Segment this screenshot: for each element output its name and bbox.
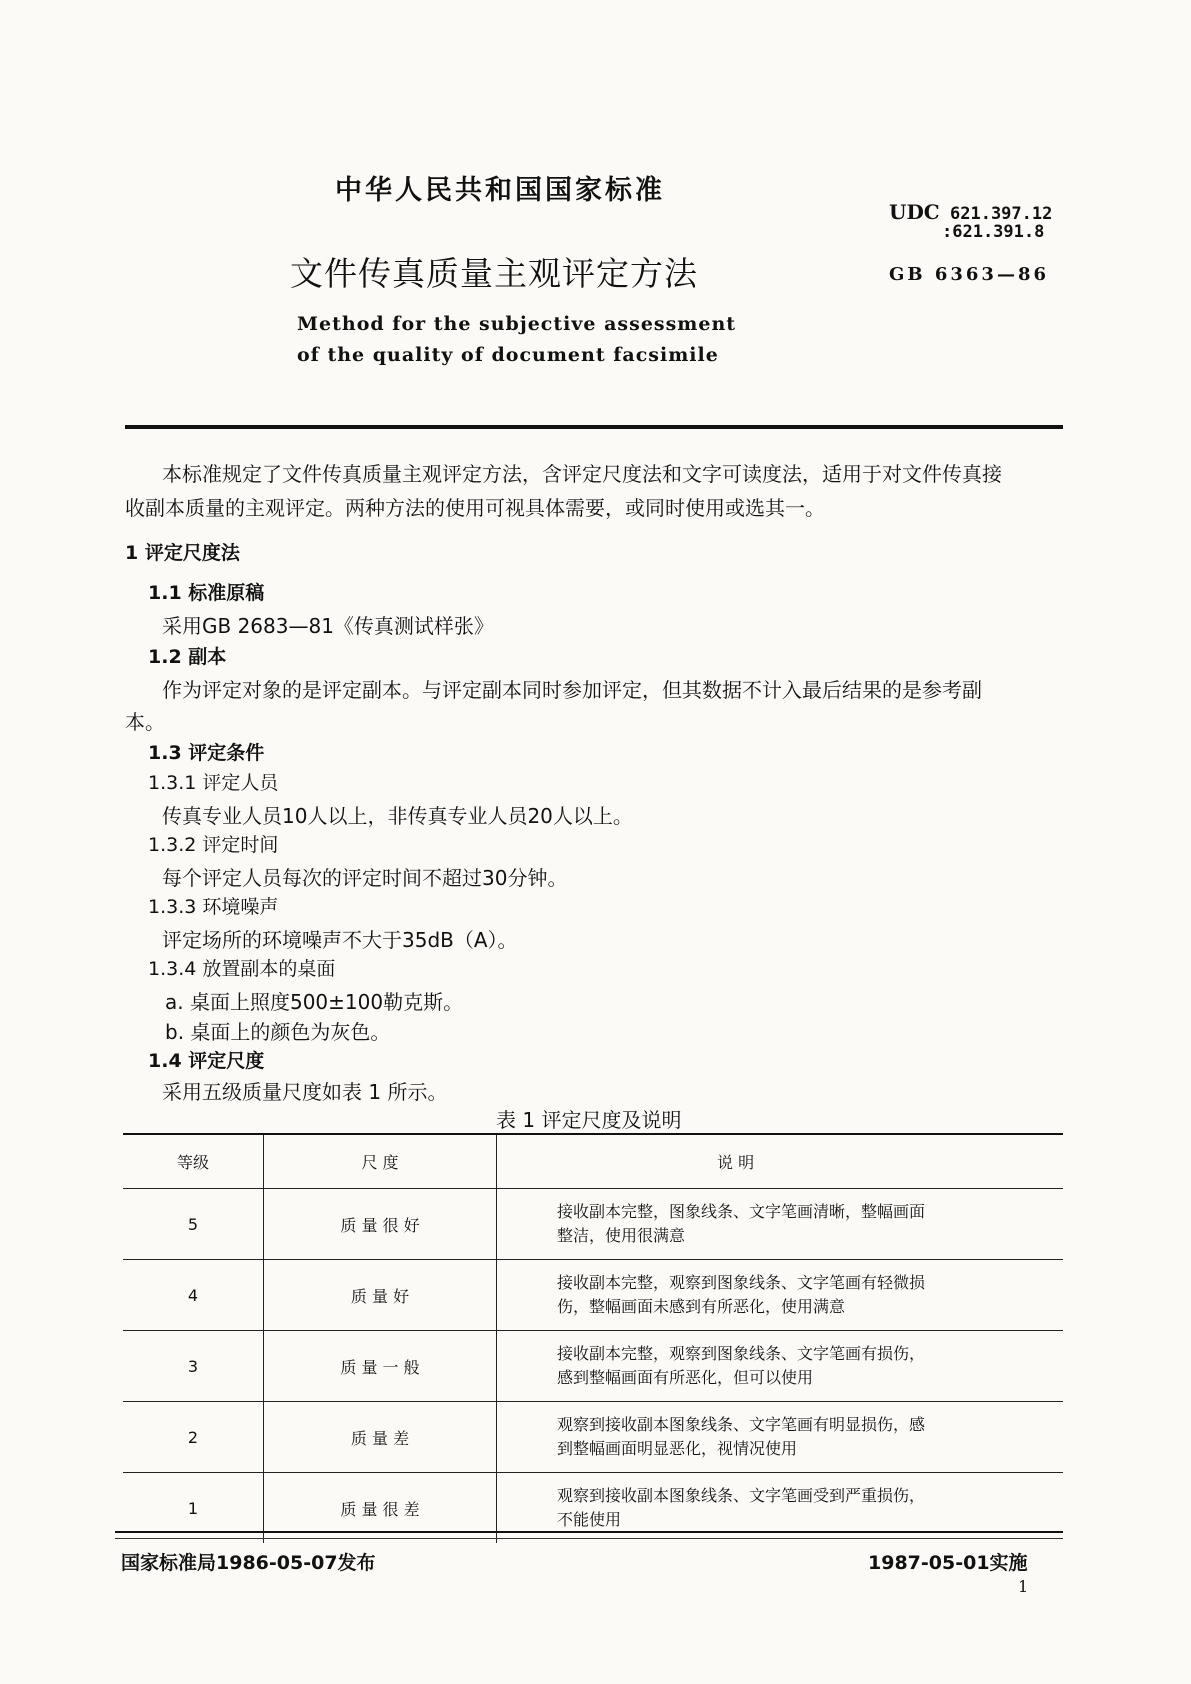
row-description-line-1: 接收副本完整，观察到图象线条、文字笔画有损伤， xyxy=(557,1344,926,1363)
udc-code-1: 621.397.12 xyxy=(950,204,1053,224)
table-header-row xyxy=(123,1134,1063,1189)
section-1-2-heading: 1.2 副本 xyxy=(148,646,227,668)
row-description-line-2: 整洁，使用很满意 xyxy=(557,1226,686,1245)
row-description-line-2: 到整幅画面明显恶化，视情况使用 xyxy=(557,1439,798,1458)
section-1-4-text: 采用五级质量尺度如表 1 所示。 xyxy=(162,1080,448,1104)
section-1-1-text: 采用GB 2683—81《传真测试样张》 xyxy=(162,614,494,638)
row-scale: 质 量 好 xyxy=(264,1260,497,1331)
header-rule xyxy=(125,425,1063,429)
english-title-line-1: Method for the subjective assessment xyxy=(297,313,737,335)
header-grade: 等级 xyxy=(123,1134,264,1189)
row-grade: 4 xyxy=(123,1260,264,1331)
rating-scale-table xyxy=(123,1133,1063,1543)
footer-rule-thin xyxy=(115,1538,1063,1539)
section-1-3-3-heading: 1.3.3 环境噪声 xyxy=(148,896,279,918)
table-row xyxy=(123,1260,1063,1331)
intro-line-1: 本标准规定了文件传真质量主观评定方法，含评定尺度法和文字可读度法，适用于对文件传真接 xyxy=(162,462,1002,486)
intro-line-2: 收副本质量的主观评定。两种方法的使用可视具体需要，或同时使用或选其一。 xyxy=(125,496,825,520)
row-description-line-2: 感到整幅画面有所恶化，但可以使用 xyxy=(557,1368,814,1387)
footer-rule-thick xyxy=(115,1531,1063,1533)
section-1-3-1-heading: 1.3.1 评定人员 xyxy=(148,772,279,794)
page-number: 1 xyxy=(1018,1577,1029,1596)
row-grade: 5 xyxy=(123,1189,264,1260)
section-1-3-heading: 1.3 评定条件 xyxy=(148,742,265,764)
section-1-2-text-cont: 本。 xyxy=(125,710,165,734)
row-grade: 2 xyxy=(123,1402,264,1473)
section-1-4-heading: 1.4 评定尺度 xyxy=(148,1050,265,1072)
row-description-line-1: 接收副本完整，图象线条、文字笔画清晰，整幅画面 xyxy=(557,1202,926,1221)
row-scale: 质 量 一 般 xyxy=(264,1331,497,1402)
document-title: 文件传真质量主观评定方法 xyxy=(290,254,698,293)
row-description-line-1: 观察到接收副本图象线条、文字笔画有明显损伤，感 xyxy=(557,1415,926,1434)
row-grade: 3 xyxy=(123,1331,264,1402)
row-description xyxy=(497,1402,1064,1473)
row-grade: 1 xyxy=(123,1473,264,1544)
section-1-3-3-text: 评定场所的环境噪声不大于35dB（A）。 xyxy=(162,928,518,952)
header-description: 说 明 xyxy=(497,1134,1064,1189)
table-row xyxy=(123,1402,1063,1473)
row-scale: 质 量 差 xyxy=(264,1402,497,1473)
row-description xyxy=(497,1260,1064,1331)
section-1-3-4-item-b: b. 桌面上的颜色为灰色。 xyxy=(165,1020,391,1044)
row-description xyxy=(497,1331,1064,1402)
row-description xyxy=(497,1189,1064,1260)
udc-label: UDC xyxy=(889,200,940,224)
row-description-line-1: 观察到接收副本图象线条、文字笔画受到严重损伤， xyxy=(557,1486,926,1505)
national-standard-heading: 中华人民共和国国家标准 xyxy=(335,175,665,206)
section-1-3-4-heading: 1.3.4 放置副本的桌面 xyxy=(148,958,336,980)
row-description-line-2: 不能使用 xyxy=(557,1510,622,1529)
section-1-heading: 1 评定尺度法 xyxy=(125,542,240,564)
effective-date: 1987-05-01实施 xyxy=(868,1552,1028,1574)
table-row xyxy=(123,1189,1063,1260)
table-row xyxy=(123,1331,1063,1402)
section-1-2-text: 作为评定对象的是评定副本。与评定副本同时参加评定，但其数据不计入最后结果的是参考副 xyxy=(162,678,982,702)
row-scale: 质 量 很 差 xyxy=(264,1473,497,1544)
gb-code: GB 6363—86 xyxy=(889,264,1049,285)
table-caption: 表 1 评定尺度及说明 xyxy=(496,1108,682,1132)
issue-date: 国家标准局1986-05-07发布 xyxy=(121,1552,376,1574)
header-scale: 尺 度 xyxy=(264,1134,497,1189)
section-1-3-2-heading: 1.3.2 评定时间 xyxy=(148,834,279,856)
section-1-3-1-text: 传真专业人员10人以上，非传真专业人员20人以上。 xyxy=(162,804,633,828)
row-scale: 质 量 很 好 xyxy=(264,1189,497,1260)
row-description-line-2: 伤，整幅画面未感到有所恶化，使用满意 xyxy=(557,1297,846,1316)
section-1-1-heading: 1.1 标准原稿 xyxy=(148,582,265,604)
row-description-line-1: 接收副本完整，观察到图象线条、文字笔画有轻微损 xyxy=(557,1273,926,1292)
section-1-3-2-text: 每个评定人员每次的评定时间不超过30分钟。 xyxy=(162,866,568,890)
udc-code-2: :621.391.8 xyxy=(942,222,1045,242)
section-1-3-4-item-a: a. 桌面上照度500±100勒克斯。 xyxy=(165,990,464,1014)
english-title-line-2: of the quality of document facsimile xyxy=(297,344,719,366)
